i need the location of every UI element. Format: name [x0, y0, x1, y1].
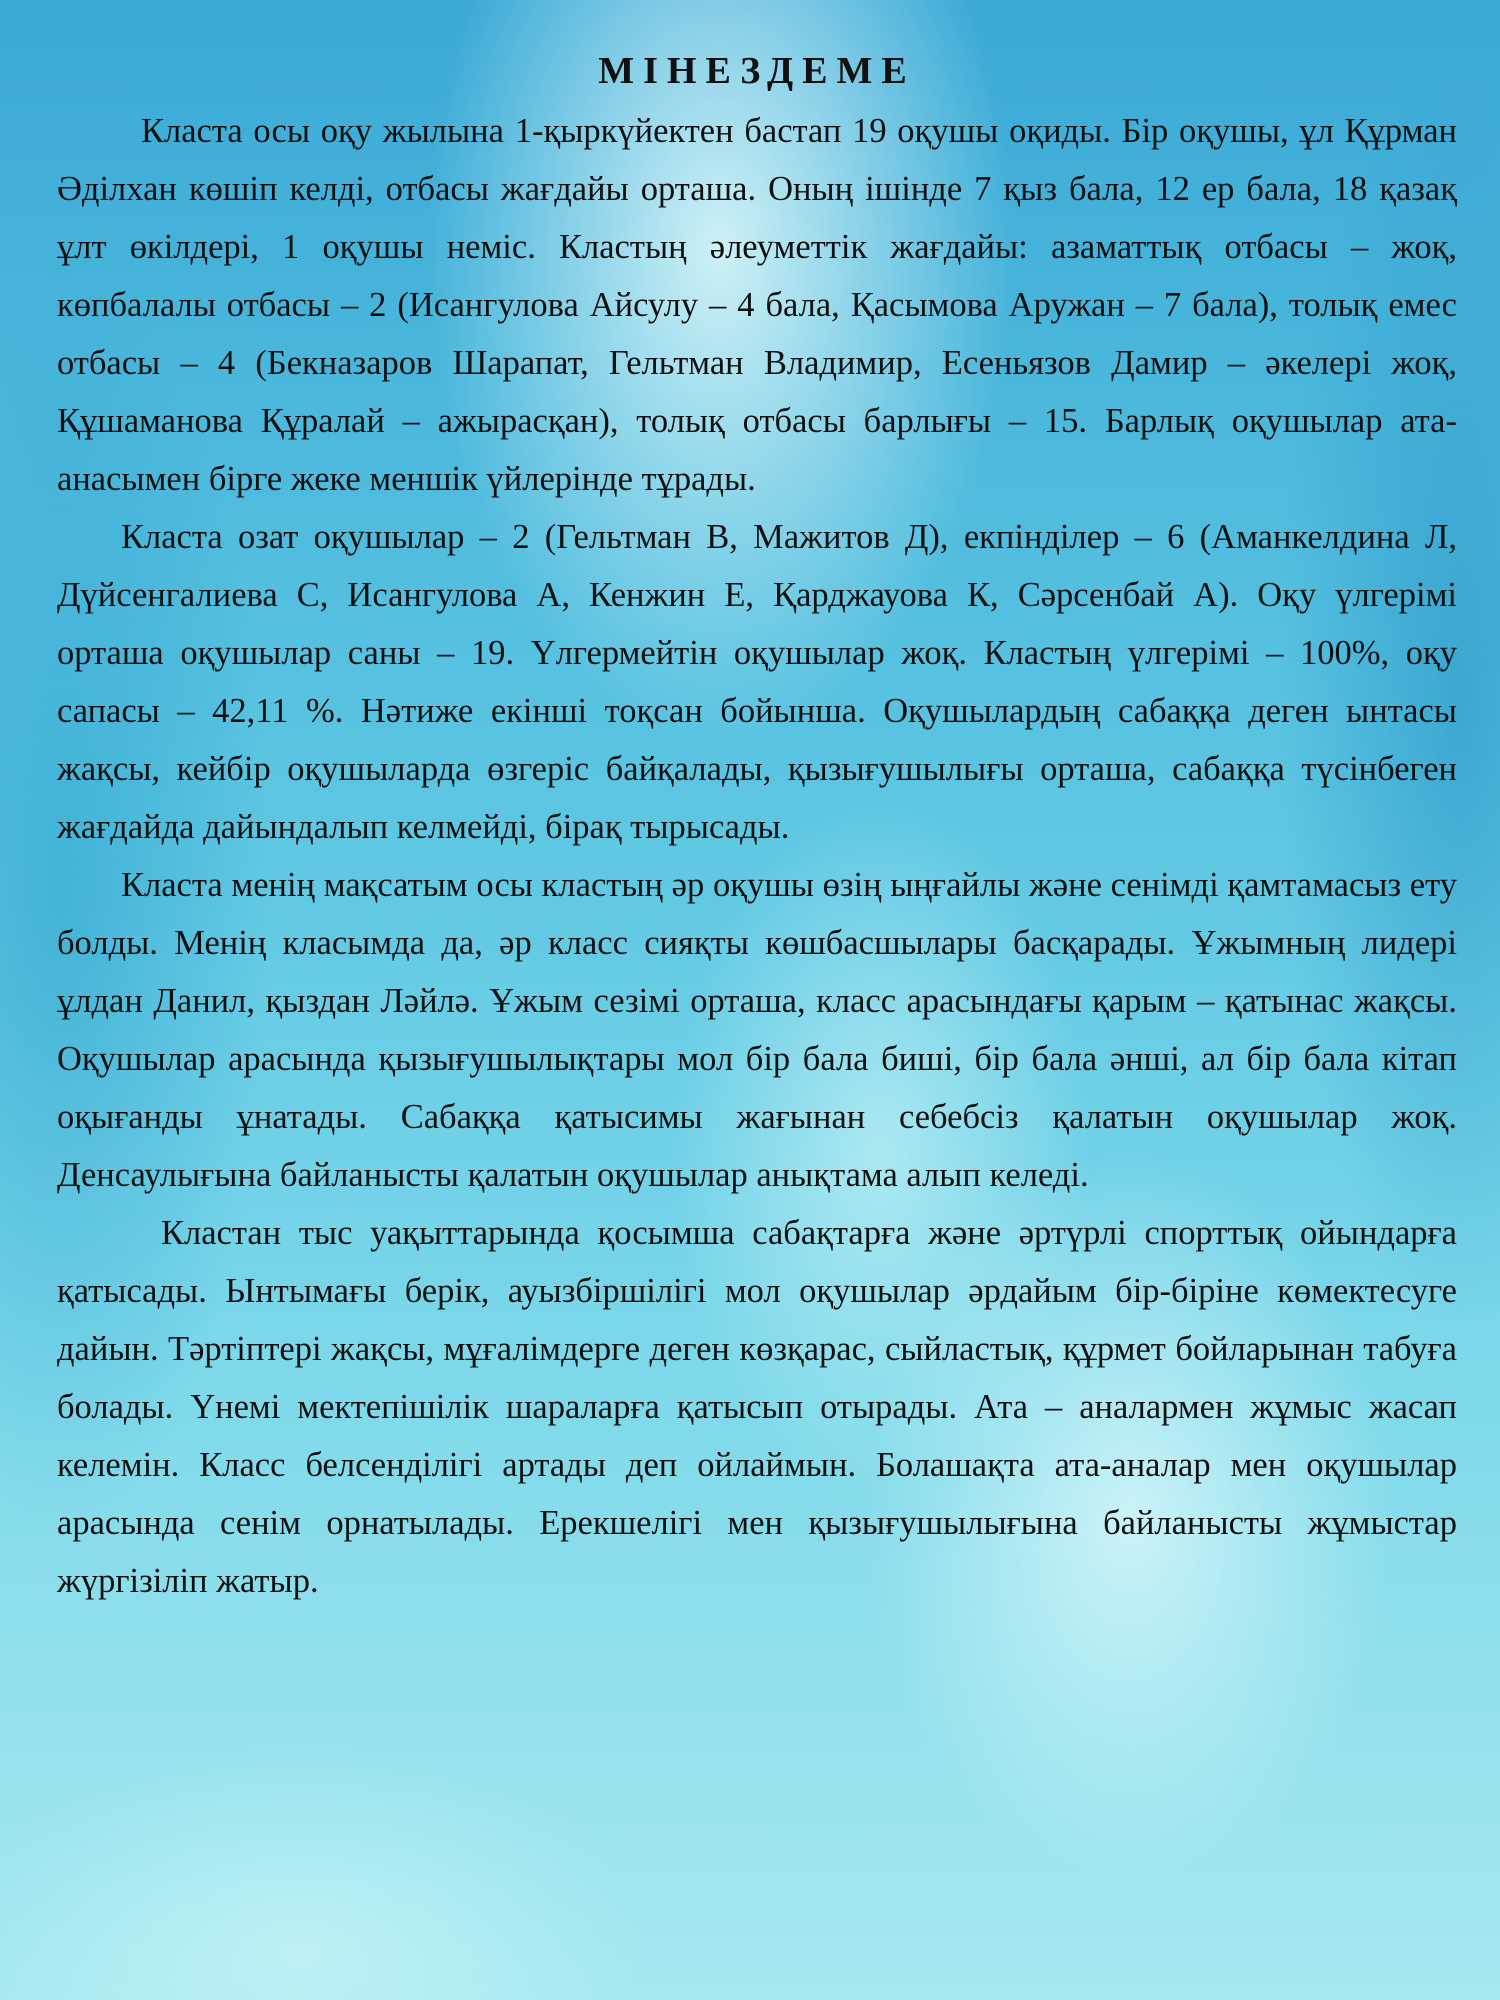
paragraph-academic-performance: Класта озат оқушылар – 2 (Гельтман В, Мажитов Д), екпінділер – 6 (Аманкелдина Л, Дүйсенгалиева С, Исангулова А, Кенжин Е, Қарджауова К, Сәрсенбай А). Оқу үлгерімі орташа оқушылар саны – 19. Үлгермейтін оқушылар жоқ. Кластың үлгерімі – 100%, оқу сапасы – 42,11 %. Нәтиже екінші тоқсан бойынша. Оқушылардың сабаққа деген ынтасы жақсы, кейбір оқушыларда өзгеріс байқалады, қызығушылығы орташа, сабаққа түсінбеген жағдайда дайындалып келмейді, бірақ тырысады. — [57, 518, 1457, 846]
paragraph-class-composition: Класта осы оқу жылына 1-қыркүйектен бастап 19 оқушы оқиды. Бір оқушы, ұл Құрман Әділхан көшіп келді, отбасы жағдайы орташа. Оның ішінде 7 қыз бала, 12 ер бала, 18 қазақ ұлт өкілдері, 1 оқушы неміс. Кластың әлеуметтік жағдайы: азаматтық отбасы – жоқ, көпбалалы отбасы – 2 (Исангулова Айсулу – 4 бала, Қасымова Аружан – 7 бала), толық емес отбасы – 4 (Бекназаров Шарапат, Гельтман Владимир, Есеньязов Дамир – әкелері жоқ, Құшаманова Құралай – ажырасқан), толық отбасы барлығы – 15. Барлық оқушылар ата-анасымен бірге жеке меншік үйлерінде тұрады. — [57, 112, 1457, 498]
document-title: МІНЕЗДЕМЕ — [598, 50, 916, 92]
paragraph-extracurricular: Кластан тыс уақыттарында қосымша сабақтарға және әртүрлі спорттық ойындарға қатысады. Ынтымағы берік, ауызбіршілігі мол оқушылар әрдайым бір-біріне көмектесуге дайын. Тәртіптері жақсы, мұғалімдерге деген көзқарас, сыйластық, құрмет бойларынан табуға болады. Үнемі мектепішілік шараларға қатысып отырады. Ата – аналармен жұмыс жасап келемін. Класс белсенділігі артады деп ойлаймын. Болашақта ата-аналар мен оқушылар арасында сенім орнатылады. Ерекшелігі мен қызығушылығына байланысты жұмыстар жүргізіліп жатыр. — [57, 1214, 1457, 1600]
document-page — [57, 42, 1457, 1610]
paragraph-class-goals: Класта менің мақсатым осы кластың әр оқушы өзің ыңғайлы және сенімді қамтамасыз ету болды. Менің класымда да, әр класс сияқты көшбасшылары басқарады. Ұжымның лидері ұлдан Данил, қыздан Ләйлә. Ұжым сезімі орташа, класс арасындағы қарым – қатынас жақсы. Оқушылар арасында қызығушылықтары мол бір бала биші, бір бала әнші, ал бір бала кітап оқығанды ұнатады. Сабаққа қатысимы жағынан себебсіз қалатын оқушылар жоқ. Денсаулығына байланысты қалатын оқушылар анықтама алып келеді. — [57, 866, 1457, 1194]
